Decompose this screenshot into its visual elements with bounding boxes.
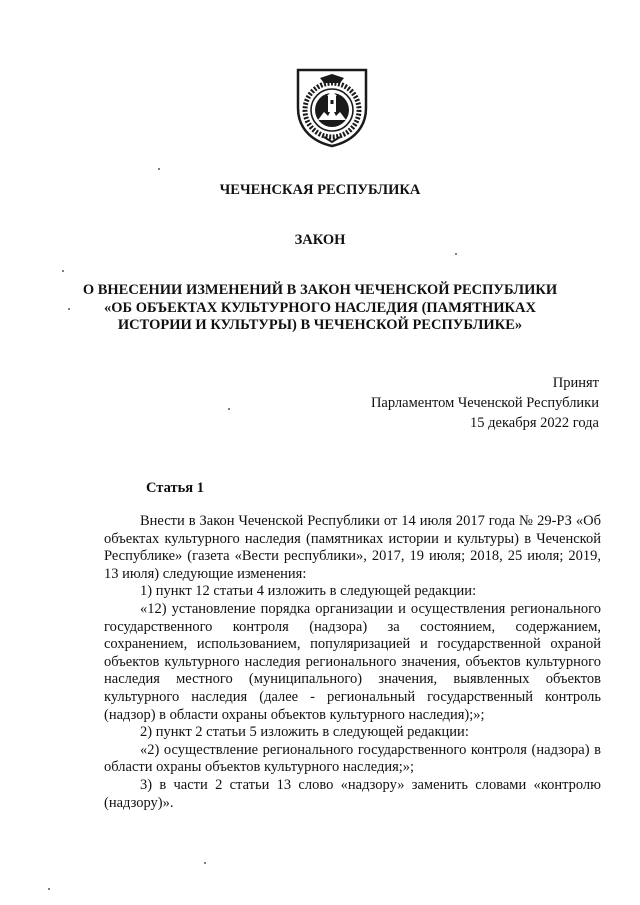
adoption-line: Принят [552,375,599,391]
amendment-item-2-text: «2) осуществление регионального государственного контроля (надзора) в области охраны объектов культурного наследия;»; [104,741,601,776]
amendment-item-1: 1) пункт 12 статьи 4 изложить в следующей редакции: [140,583,477,600]
law-title-line: «ОБ ОБЪЕКТАХ КУЛЬТУРНОГО НАСЛЕДИЯ (ПАМЯТНИКАХ [104,299,536,316]
republic-name: ЧЕЧЕНСКАЯ РЕСПУБЛИКА [219,182,421,198]
article-heading: Статья 1 [146,480,204,496]
law-title-line: ИСТОРИИ И КУЛЬТУРЫ) В ЧЕЧЕНСКОЙ РЕСПУБЛИКЕ» [117,317,523,333]
article-body [104,513,601,812]
adoption-date: 15 декабря 2022 года [470,415,599,431]
amendment-item-1-text: «12) установление порядка организации и осуществления регионального государственного контроля (надзора) за состоянием, содержанием, сохранением, использованием, популяризацией и государственной охраной объектов культурного наследия регионального значения, объектов культурного наследия местного (муниципального) значения, выявленных объектов культурного наследия (далее - региональный государственный контроль (надзор) в области охраны объектов культурного наследия);»; [104,600,601,723]
adoption-info [371,373,599,433]
coat-of-arms-icon [294,64,370,148]
adoption-body: Парламентом Чеченской Республики [370,395,599,411]
amendment-item-3: 3) в части 2 статьи 13 слово «надзору» заменить словами «контролю (надзору)». [104,776,601,811]
article-intro: Внести в Закон Чеченской Республики от 14 июля 2017 года № 29-РЗ «Об объектах культурного наследия (памятниках истории и культуры) в Чеченской Республике» (газета «Вести республики», 2017, 19 июля; 2018, 25 июля; 2019, 13 июля) следующие изменения: [104,513,601,582]
law-title [0,282,640,335]
document-type: ЗАКОН [294,232,346,248]
law-title-line: О ВНЕСЕНИИ ИЗМЕНЕНИЙ В ЗАКОН ЧЕЧЕНСКОЙ РЕСПУБЛИКИ [82,282,558,298]
amendment-item-2: 2) пункт 2 статьи 5 изложить в следующей редакции: [140,724,469,741]
